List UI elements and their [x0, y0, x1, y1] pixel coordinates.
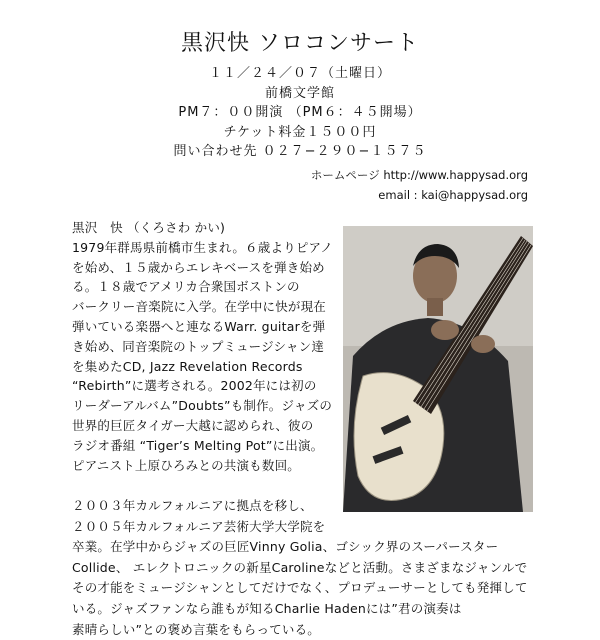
- bio-line: 世界的巨匠タイガー大越に認められ、彼の: [72, 417, 314, 433]
- bio-line: 1979年群馬県前橋市生まれ。６歳よりピアノ: [72, 239, 333, 255]
- bio-line: ２００５年カルフォルニア芸術大学大学院を: [72, 518, 326, 534]
- bio-line: 卒業。在学中からジャズの巨匠Vinny Golia、ゴシック界のスーパースター: [72, 539, 499, 555]
- event-date: １１／２４／０７（土曜日）: [208, 66, 391, 81]
- bio-line: ピアニスト上原ひろみとの共演も数回。: [72, 457, 300, 473]
- bio-line: その才能をミュージシャンとしてだけでなく、プロデューサーとしても発揮して: [72, 580, 528, 596]
- bio-line: ２００３年カルフォルニアに拠点を移し、: [72, 498, 313, 513]
- bio-line: リーダーアルバム”Doubts”も制作。ジャズの: [72, 398, 333, 414]
- bio-line: 素晴らしい”との褒め言葉をもらっている。: [72, 621, 320, 637]
- bio-line: バークリー音楽院に入学。在学中に快が現在: [72, 299, 327, 315]
- bio-line: Collide、 エレクトロニックの新星Carolineなどと活動。さまざまなジャンルで: [72, 559, 528, 575]
- event-time: PM７：００開演 （PM６：４５開場）: [178, 105, 422, 120]
- bio-section-2: [72, 496, 532, 640]
- bio-line: き始め、同音楽院のトップミュージシャン達: [72, 338, 325, 354]
- bio-line: “Rebirth”に選考される。2002年には初の: [72, 378, 317, 394]
- event-ticket: チケット料金１５００円: [223, 124, 377, 140]
- bio-line: ラジオ番組 “Tiger’s Melting Pot”に出演。: [72, 437, 324, 453]
- bio-line: を集めたCD, Jazz Revelation Records: [72, 358, 303, 374]
- contact-block: [311, 165, 528, 205]
- bio-section: [72, 218, 340, 475]
- event-inquiry: 問い合わせ先 ０２７−２９０−１５７５: [173, 144, 427, 159]
- event-header: [0, 30, 600, 162]
- bio-line: を始め、１５歳からエレキベースを弾き始め: [72, 259, 325, 275]
- event-title: 黒沢快 ソロコンサート: [181, 31, 419, 56]
- email-link[interactable]: email : kai@happysad.org: [378, 188, 528, 202]
- bio-line: いる。ジャズファンなら誰もが知るCharlie Hadenには”君の演奏は: [72, 600, 462, 616]
- bio-line: る。１８歳でアメリカ合衆国ボストンの: [72, 279, 300, 295]
- event-venue: 前橋文学館: [264, 85, 335, 101]
- artist-name: 黒沢 快 （くろさわ かい): [72, 220, 226, 235]
- homepage-link[interactable]: ホームページ http://www.happysad.org: [310, 168, 528, 182]
- bio-line: 弾いている楽器へと連なるWarr. guitarを弾: [72, 318, 326, 334]
- artist-photo: [343, 226, 533, 512]
